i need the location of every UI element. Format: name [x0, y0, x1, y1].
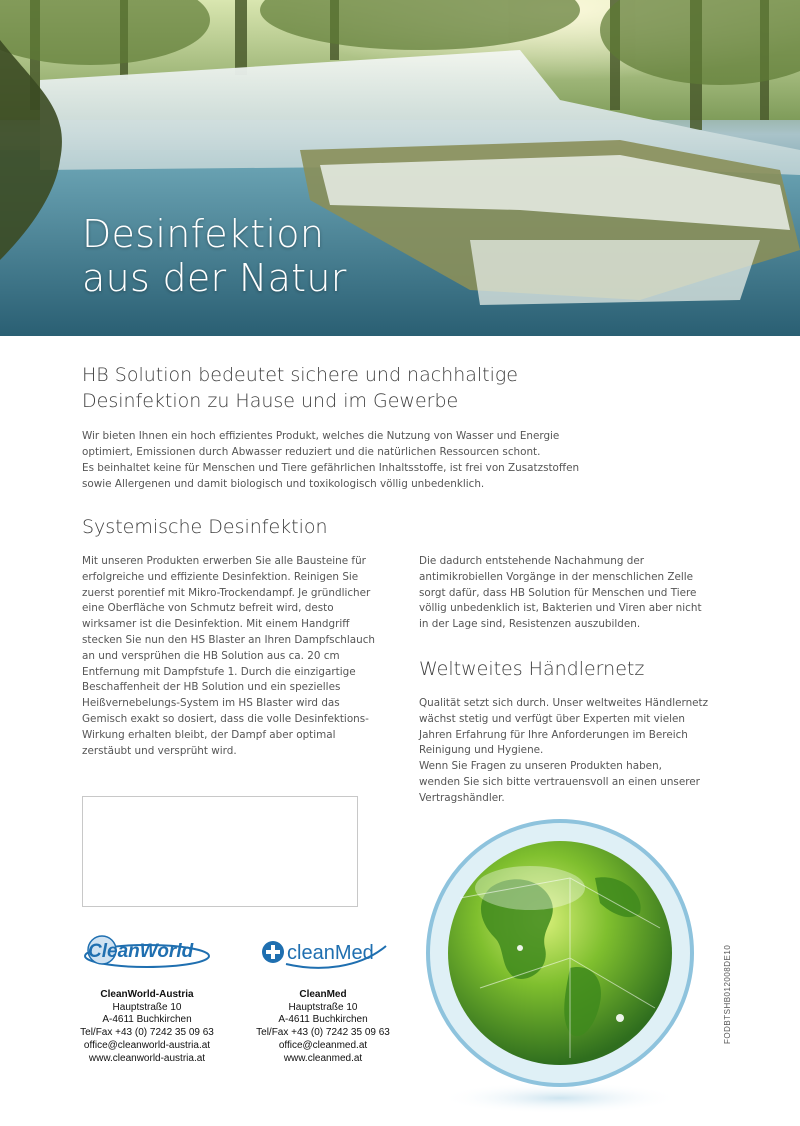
netz-heading: Weltweites Händlernetz — [419, 658, 645, 680]
cleanmed-address — [238, 989, 408, 1065]
systemisch-right-column — [419, 554, 719, 633]
systemisch-left-column — [82, 554, 382, 759]
text-line: erfolgreiche und effiziente Desinfektion. Reinigen Sie — [82, 570, 359, 583]
text-line: Mit unseren Produkten erwerben Sie alle Bausteine für — [82, 555, 366, 567]
text-line: in der Lage sind, Resistenzen auszubilden. — [419, 618, 641, 631]
cleanworld-logo-text: CleanWorld — [88, 941, 194, 962]
street: Hauptstraße 10 — [112, 1001, 182, 1013]
web-link[interactable]: www.cleanmed.at — [283, 1052, 363, 1064]
text-line: sorgt dafür, dass HB Solution für Menschen und Tiere — [419, 586, 697, 599]
cleanmed-logo — [260, 932, 390, 972]
cleanworld-logo — [82, 930, 212, 972]
intro-heading-line: Desinfektion zu Hause und im Gewerbe — [82, 390, 459, 412]
hero-title — [82, 212, 347, 300]
netz-paragraph — [419, 696, 719, 807]
city: A-4611 Buchkirchen — [278, 1014, 368, 1026]
company-name: CleanMed — [299, 989, 347, 1000]
text-line: Gemisch exakt so dosiert, dass die volle Desinfektions- — [82, 712, 369, 725]
company-name: CleanWorld-Austria — [100, 989, 194, 1000]
text-line: Wir bieten Ihnen ein hoch effizientes Produkt, welches die Nutzung von Wasser und Energie — [82, 430, 560, 442]
text-line: Wenn Sie Fragen zu unseren Produkten haben, — [419, 760, 662, 773]
text-line: zerstäubt und versprüht wird. — [82, 744, 237, 757]
cleanworld-address — [62, 989, 232, 1065]
hero-banner — [0, 0, 800, 336]
text-line: an und versprühen die HB Solution aus ca. 20 cm — [82, 649, 340, 662]
email-link[interactable]: office@cleanmed.at — [278, 1039, 368, 1051]
earth-globe-image — [420, 818, 710, 1118]
text-line: Reinigung und Hygiene. — [419, 744, 544, 757]
text-line: völlig unbedenklich ist, Bakterien und Viren aber nicht — [419, 602, 702, 615]
text-line: Wirkung erhalten bleibt, der Dampf aber optimal — [82, 728, 336, 741]
text-line: wirksamer ist die Desinfektion. Mit einem Handgriff — [82, 618, 350, 631]
text-line: eine Oberfläche von Schmutz befreit wird, desto — [82, 602, 334, 615]
text-line: Es beinhaltet keine für Menschen und Tiere gefährlichen Inhaltsstoffe, ist frei von Zusatzstoffen — [82, 462, 580, 474]
intro-paragraph — [82, 428, 642, 492]
text-line: Vertragshändler. — [419, 791, 505, 804]
intro-heading-line: HB Solution bedeutet sichere und nachhaltige — [82, 364, 518, 386]
phone: Tel/Fax +43 (0) 7242 35 09 63 — [80, 1027, 214, 1039]
phone: Tel/Fax +43 (0) 7242 35 09 63 — [256, 1027, 390, 1039]
hero-title-line: aus der Natur — [82, 256, 347, 300]
document-code: FODBTSHB012008DE10 — [723, 944, 732, 1044]
text-line: Beschaffenheit der HB Solution und ein spezielles — [82, 681, 341, 694]
text-line: stecken Sie nun den HS Blaster an Ihren Dampfschlauch — [82, 633, 376, 646]
city: A-4611 Buchkirchen — [102, 1014, 192, 1026]
text-line: Die dadurch entstehende Nachahmung der — [419, 555, 645, 567]
hero-title-line: Desinfektion — [82, 212, 325, 256]
cleanmed-logo-text: cleanMed — [287, 942, 374, 964]
text-line: wächst stetig und verfügt über Experten mit vielen — [419, 712, 685, 725]
text-line: antimikrobiellen Vorgänge in der menschlichen Zelle — [419, 570, 694, 583]
text-line: Entfernung mit Dampfstufe 1. Durch die einzigartige — [82, 665, 356, 678]
text-line: Heißvernebelungs-System im HS Blaster wird das — [82, 697, 340, 710]
text-line: zuerst porentief mit Mikro-Trockendampf. Je gründlicher — [82, 586, 371, 599]
intro-heading — [82, 362, 682, 414]
text-line: sowie Allergenen und damit biologisch und toxikologisch völlig unbedenklich. — [82, 478, 485, 490]
dealer-stamp-box — [82, 796, 358, 907]
text-line: Qualität setzt sich durch. Unser weltweites Händlernetz — [419, 697, 709, 709]
systemisch-heading: Systemische Desinfektion — [82, 516, 328, 538]
web-link[interactable]: www.cleanworld-austria.at — [88, 1052, 206, 1064]
street: Hauptstraße 10 — [288, 1001, 358, 1013]
text-line: Jahren Erfahrung für Ihre Anforderungen im Bereich — [419, 728, 688, 741]
text-line: optimiert, Emissionen durch Abwasser reduziert und die natürlichen Ressourcen schont. — [82, 446, 541, 458]
text-line: wenden Sie sich bitte vertrauensvoll an einen unserer — [419, 775, 700, 788]
email-link[interactable]: office@cleanworld-austria.at — [83, 1039, 211, 1051]
